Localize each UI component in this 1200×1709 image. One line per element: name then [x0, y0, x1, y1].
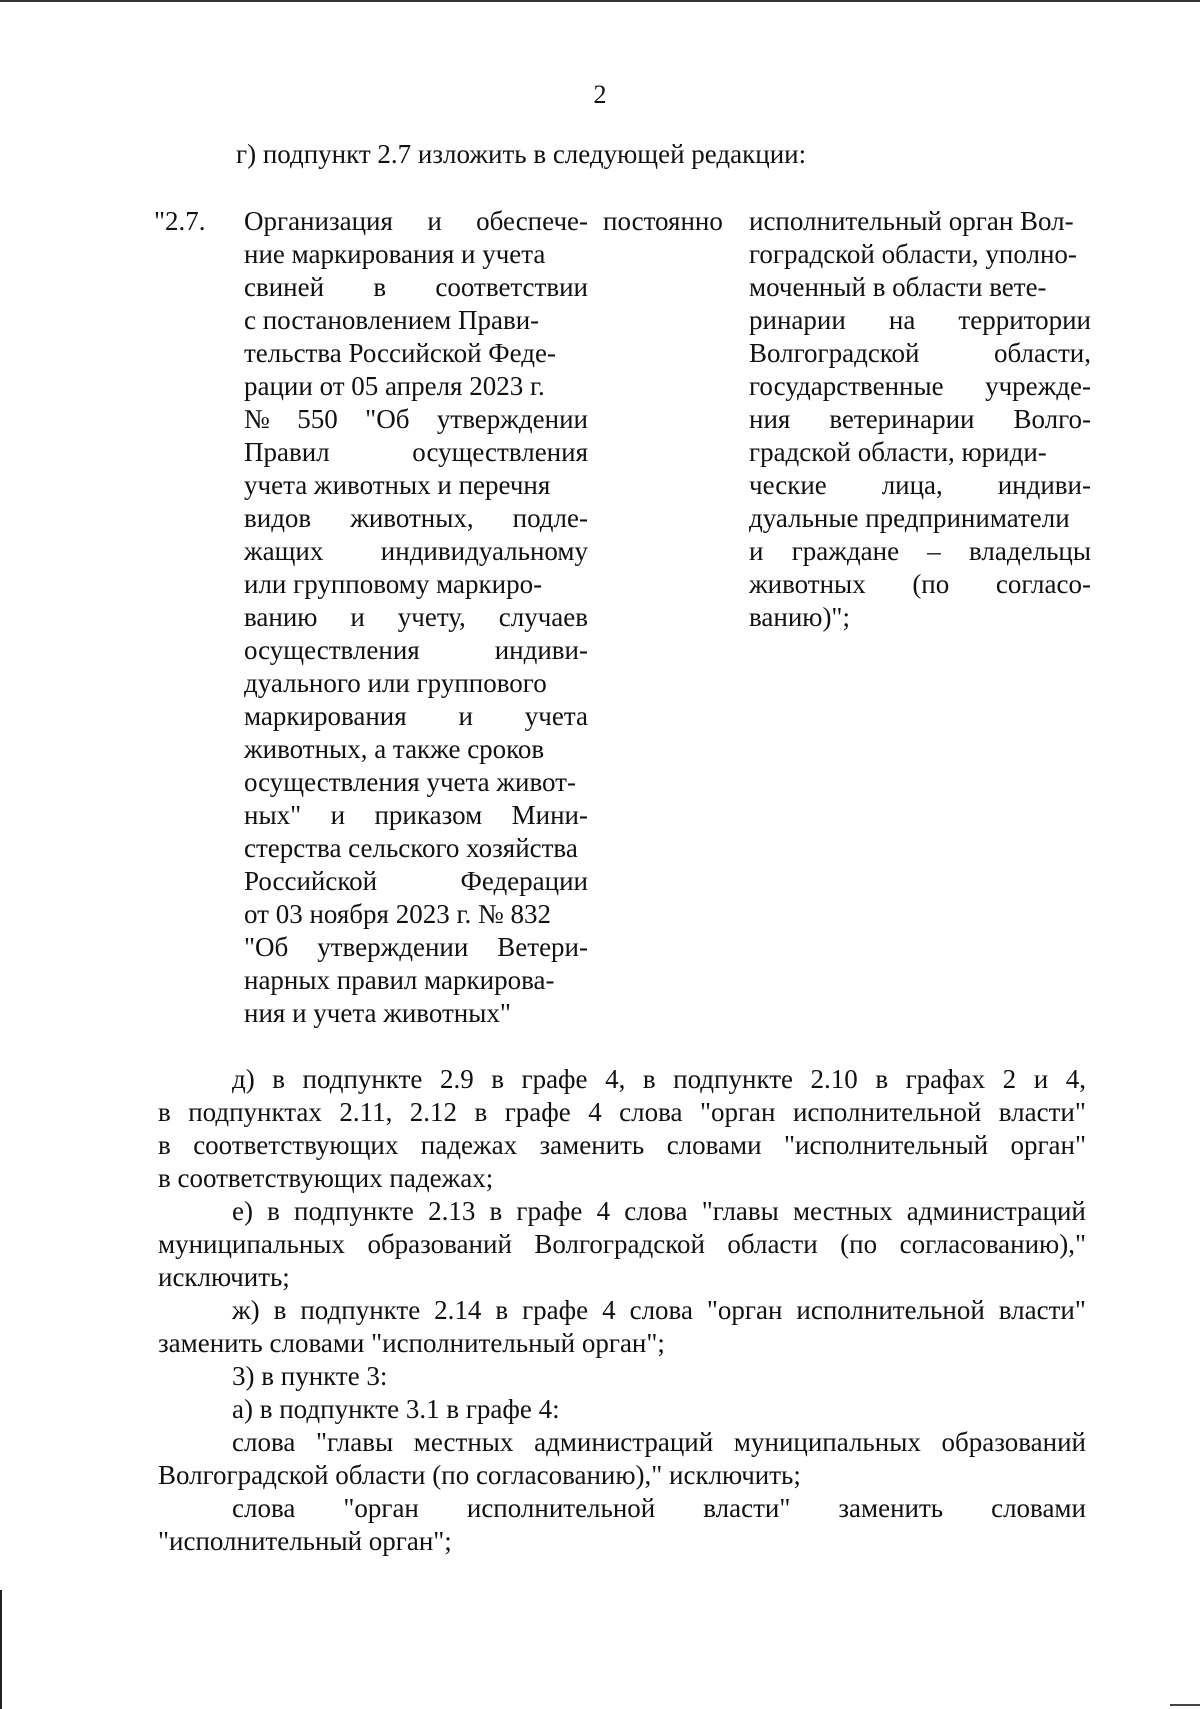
text-word: слова: [232, 1493, 296, 1523]
text-word: графе: [504, 1097, 571, 1127]
text-word: 2: [1002, 1064, 1017, 1094]
text-word: местных: [792, 1196, 893, 1226]
text-word: заменить: [539, 1130, 645, 1160]
text-word: (по: [912, 569, 950, 599]
text-word: администраций: [534, 1427, 714, 1457]
executor-line: [749, 304, 1091, 337]
text-word: от 03 ноября 2023 г. № 832: [244, 899, 551, 929]
executor-line: [749, 568, 1091, 601]
activity-line: [244, 337, 588, 370]
text-word: в: [373, 272, 387, 302]
text-word: дуального или группового: [244, 668, 547, 698]
executor-line: [749, 205, 1091, 238]
activity-line: [244, 271, 588, 304]
activity-line: [244, 700, 588, 733]
text-word: ветеринарии: [829, 404, 975, 434]
text-word: 2.12: [409, 1097, 458, 1127]
text-word: слова: [624, 1196, 688, 1226]
text-word: Федерации: [460, 866, 588, 896]
executor-line: [749, 238, 1091, 271]
text-word: и: [1033, 1064, 1049, 1094]
text-word: исполнительной: [466, 1493, 656, 1523]
page-number: 2: [593, 80, 607, 109]
text-word: свиней: [244, 272, 325, 302]
text-word: случаев: [498, 602, 588, 632]
text-word: "Об: [365, 404, 410, 434]
text-word: 550: [297, 404, 338, 434]
text-word: ванию)";: [749, 602, 850, 632]
intro-paragraph: г) подпункт 2.7 изложить в следующей редакции:: [236, 139, 807, 169]
text-word: 4: [596, 1196, 611, 1226]
text-word: и: [749, 536, 764, 566]
activity-line: [244, 832, 588, 865]
text-word: словами: [666, 1130, 762, 1160]
text-word: образований: [941, 1427, 1086, 1457]
body-line: [158, 1129, 1086, 1162]
text-word: с постановлением Прави-: [244, 305, 540, 335]
text-word: 2.11,: [339, 1097, 393, 1127]
text-word: исполнительной: [792, 1097, 982, 1127]
text-word: области: [727, 1229, 818, 1259]
activity-line: [244, 436, 588, 469]
text-word: животных, а также сроков: [244, 734, 545, 764]
text-word: ринарии: [749, 305, 846, 335]
text-word: Российской: [244, 866, 378, 896]
text-word: рации от 05 апреля 2023 г.: [244, 371, 545, 401]
activity-line: [244, 304, 588, 337]
text-word: 2.10: [810, 1064, 858, 1094]
text-word: подпункте: [302, 1064, 423, 1094]
text-word: "орган: [706, 1295, 783, 1325]
activity-line: [244, 568, 588, 601]
text-word: 4: [588, 1097, 602, 1127]
text-word: и: [350, 602, 365, 632]
text-word: видов: [244, 503, 312, 533]
text-word: приказом: [374, 800, 483, 830]
text-word: граждане: [791, 536, 900, 566]
executor-line: [749, 337, 1091, 370]
scan-edge-left: [0, 1590, 2, 1709]
text-word: Правил: [244, 437, 330, 467]
text-word: и: [427, 206, 442, 236]
activity-line: [244, 733, 588, 766]
text-word: в соответствующих падежах;: [158, 1163, 494, 1193]
text-word: –: [927, 536, 941, 566]
text-word: утверждении: [436, 404, 588, 434]
text-word: №: [244, 404, 270, 434]
text-word: 2.13: [428, 1196, 476, 1226]
text-word: в: [158, 1097, 171, 1127]
body-line: [158, 1525, 1086, 1558]
executor-line: [749, 271, 1091, 304]
text-word: власти": [703, 1493, 791, 1523]
body-line: [158, 1360, 1086, 1393]
text-word: моченный в области вете-: [749, 272, 1047, 302]
executor-line: [749, 535, 1091, 568]
text-word: "исполнительный: [784, 1130, 989, 1160]
body-line: [158, 1228, 1086, 1261]
text-word: ния: [749, 404, 791, 434]
text-word: "главы: [701, 1196, 779, 1226]
activity-line: [244, 898, 588, 931]
text-word: ние маркирования и учета: [244, 239, 546, 269]
text-word: в: [489, 1196, 503, 1226]
activity-line: [244, 403, 588, 436]
activity-line: [244, 502, 588, 535]
text-word: осуществления учета живот-: [244, 767, 576, 797]
text-word: подпункте: [300, 1295, 421, 1325]
text-word: муниципальных: [733, 1427, 921, 1457]
text-word: в: [642, 1064, 656, 1094]
body-line: [158, 1162, 1086, 1195]
text-word: "орган: [699, 1097, 776, 1127]
text-word: ния и учета животных": [244, 998, 511, 1028]
text-word: д): [232, 1064, 255, 1094]
body-line: [158, 1096, 1086, 1129]
text-word: Волго-: [1013, 404, 1091, 434]
activity-line: [244, 931, 588, 964]
text-word: падежах: [420, 1130, 518, 1160]
executor-line: [749, 502, 1091, 535]
text-word: слова: [232, 1427, 296, 1457]
text-word: животных,: [350, 503, 474, 533]
text-word: Ветери-: [497, 932, 588, 962]
executor-line: [749, 469, 1091, 502]
text-word: Волгоградской: [749, 338, 920, 368]
text-word: учета: [524, 701, 588, 731]
text-word: исполнительной: [796, 1295, 985, 1325]
text-word: заменить: [838, 1493, 944, 1523]
activity-line: [244, 865, 588, 898]
text-word: слова: [619, 1097, 683, 1127]
body-line: [158, 1492, 1086, 1525]
activity-line: [244, 964, 588, 997]
text-word: власти": [998, 1295, 1086, 1325]
body-line: [158, 1393, 1086, 1426]
table-cell-term: постоянно: [603, 206, 723, 236]
executor-line: [749, 370, 1091, 403]
text-word: заменить словами "исполнительный орган";: [158, 1328, 665, 1358]
text-word: "орган: [343, 1493, 419, 1523]
text-word: или групповому маркиро-: [244, 569, 543, 599]
text-word: гоградской области, уполно-: [749, 239, 1077, 269]
text-word: 3) в пункте 3:: [232, 1361, 388, 1391]
text-word: е): [232, 1196, 253, 1226]
body-line: [158, 1063, 1086, 1096]
text-word: утверждении: [317, 932, 469, 962]
body-line: [158, 1195, 1086, 1228]
text-word: в: [491, 1064, 504, 1094]
table-row-number: "2.7.: [154, 206, 206, 236]
text-word: индиви-: [494, 635, 588, 665]
text-word: муниципальных: [158, 1229, 345, 1259]
text-word: Волгоградской области (по согласованию)," исключить;: [158, 1460, 801, 1490]
text-word: жащих: [244, 536, 324, 566]
text-word: графах: [905, 1064, 986, 1094]
text-word: Организация: [244, 206, 393, 236]
text-word: территории: [958, 305, 1091, 335]
text-word: 2.14: [434, 1295, 482, 1325]
activity-line: [244, 469, 588, 502]
text-word: графе: [521, 1064, 588, 1094]
text-word: в: [875, 1064, 889, 1094]
text-word: в: [474, 1097, 488, 1127]
scan-edge-top: [0, 0, 1200, 2]
text-word: подпунктах: [188, 1097, 322, 1127]
text-word: в: [267, 1196, 280, 1226]
activity-line: [244, 766, 588, 799]
text-word: подле-: [512, 503, 588, 533]
activity-line: [244, 205, 588, 238]
activity-line: [244, 634, 588, 667]
text-word: владельцы: [969, 536, 1091, 566]
text-word: ческие: [749, 470, 827, 500]
text-word: образований: [367, 1229, 512, 1259]
text-word: подпункте: [294, 1196, 414, 1226]
text-word: ванию: [244, 602, 318, 632]
text-word: 4,: [1065, 1064, 1086, 1094]
scan-edge-bottom-right: [1170, 1704, 1200, 1706]
text-word: тельства Российской Феде-: [244, 338, 556, 368]
text-word: учету,: [397, 602, 466, 632]
text-word: орган": [1010, 1130, 1086, 1160]
text-word: лица,: [881, 470, 943, 500]
text-word: (по: [840, 1229, 878, 1259]
text-word: "главы: [316, 1427, 394, 1457]
executor-line: [749, 436, 1091, 469]
text-word: государственные: [749, 371, 944, 401]
text-word: обеспече-: [476, 206, 588, 236]
text-word: и: [458, 701, 473, 731]
activity-line: [244, 370, 588, 403]
table-cell-executor: [749, 205, 1091, 634]
text-word: маркирования: [244, 701, 407, 731]
text-word: в: [273, 1295, 287, 1325]
text-word: и: [330, 800, 346, 830]
text-word: осуществления: [412, 437, 588, 467]
activity-line: [244, 601, 588, 634]
text-word: графе: [522, 1295, 589, 1325]
text-word: 4: [602, 1295, 616, 1325]
activity-line: [244, 799, 588, 832]
text-word: Волгоградской: [534, 1229, 705, 1259]
text-word: индивидуальному: [380, 536, 588, 566]
text-word: словами: [991, 1493, 1086, 1523]
text-word: в: [495, 1295, 509, 1325]
text-word: осуществления: [244, 635, 420, 665]
text-word: на: [888, 305, 916, 335]
text-word: градской области, юриди-: [749, 437, 1047, 467]
text-word: 2.9: [439, 1064, 474, 1094]
body-line: [158, 1426, 1086, 1459]
executor-line: [749, 403, 1091, 436]
body-line: [158, 1327, 1086, 1360]
text-word: нарных правил маркирова-: [244, 965, 555, 995]
text-word: области,: [993, 338, 1091, 368]
text-word: учрежде-: [985, 371, 1091, 401]
text-word: "исполнительный орган";: [158, 1526, 452, 1556]
text-word: власти": [998, 1097, 1086, 1127]
text-word: администраций: [906, 1196, 1086, 1226]
text-word: в: [158, 1130, 171, 1160]
text-word: ж): [232, 1295, 260, 1325]
text-word: а) в подпункте 3.1 в графе 4:: [232, 1394, 560, 1424]
text-word: графе: [516, 1196, 583, 1226]
text-word: согласо-: [995, 569, 1091, 599]
text-word: животных: [749, 569, 866, 599]
text-word: Мини-: [511, 800, 588, 830]
executor-line: [749, 601, 1091, 634]
text-word: исключить;: [158, 1262, 290, 1292]
text-word: дуальные предприниматели: [749, 503, 1070, 533]
text-word: 4,: [605, 1064, 626, 1094]
text-word: учета животных и перечня: [244, 470, 551, 500]
text-word: согласованию),": [899, 1229, 1086, 1259]
text-word: ных": [244, 800, 302, 830]
text-word: соответствии: [435, 272, 588, 302]
text-word: подпункте: [673, 1064, 793, 1094]
activity-line: [244, 535, 588, 568]
text-word: соответствующих: [193, 1130, 399, 1160]
body-line: [158, 1459, 1086, 1492]
text-word: исполнительный орган Вол-: [749, 206, 1074, 236]
text-word: местных: [413, 1427, 514, 1457]
text-word: индиви-: [997, 470, 1091, 500]
table-cell-activity: [244, 205, 588, 1030]
body-line: [158, 1261, 1086, 1294]
activity-line: [244, 238, 588, 271]
body-text: [158, 1063, 1086, 1558]
activity-line: [244, 667, 588, 700]
text-word: стерства сельского хозяйства: [244, 833, 578, 863]
text-word: в: [272, 1064, 286, 1094]
activity-line: [244, 997, 588, 1030]
body-line: [158, 1294, 1086, 1327]
text-word: слова: [629, 1295, 693, 1325]
text-word: "Об: [244, 932, 289, 962]
